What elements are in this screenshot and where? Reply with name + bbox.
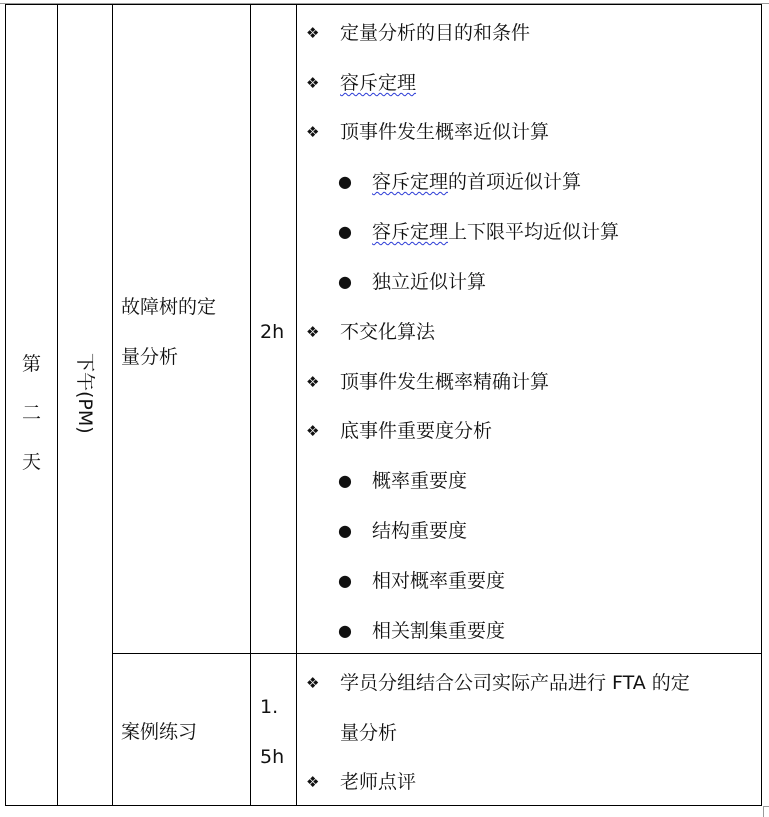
diamond-bullet-icon: ❖ xyxy=(306,123,320,141)
dot-bullet-icon: ● xyxy=(338,222,352,241)
dot-bullet-icon: ● xyxy=(338,172,352,191)
duration-label: 5h xyxy=(260,746,285,768)
spellcheck-text[interactable]: 容斥定理 xyxy=(372,171,449,193)
table-divider-period xyxy=(112,4,113,806)
list-item: ● 结构重要度 xyxy=(338,520,468,542)
diamond-bullet-icon: ❖ xyxy=(306,773,320,791)
period-label: 下午(PM) xyxy=(74,353,96,434)
diamond-bullet-icon: ❖ xyxy=(306,674,320,692)
duration-label: 2h xyxy=(260,321,285,343)
list-item: ❖ 定量分析的目的和条件 xyxy=(306,22,531,44)
list-item: ● 独立近似计算 xyxy=(338,271,487,293)
period-cell xyxy=(56,353,112,468)
duration-label: 1. xyxy=(260,696,279,718)
list-item xyxy=(306,71,416,95)
table-divider-duration xyxy=(296,4,297,806)
day-char: 第 xyxy=(21,353,41,375)
list-item: ❖ 不交化算法 xyxy=(306,321,436,343)
dot-bullet-icon: ● xyxy=(338,471,352,490)
list-item: ● 容斥定理上下限平均近似计算 xyxy=(338,221,620,243)
diamond-bullet-icon: ❖ xyxy=(306,24,320,42)
list-item: ● 相对概率重要度 xyxy=(338,570,506,592)
dot-bullet-icon: ● xyxy=(338,521,352,540)
list-item: ❖ 顶事件发生概率精确计算 xyxy=(306,371,550,393)
table-border-bottom xyxy=(5,805,762,806)
day-label xyxy=(6,340,57,487)
row-divider xyxy=(112,653,762,654)
list-item: ❖ 底事件重要度分析 xyxy=(306,420,493,442)
dot-bullet-icon: ● xyxy=(338,272,352,291)
topic-label: 案例练习 xyxy=(121,721,198,743)
topic-label: 量分析 xyxy=(121,346,179,368)
day-char: 天 xyxy=(21,451,41,473)
spellcheck-text[interactable]: 容斥定理 xyxy=(340,72,417,94)
dot-bullet-icon: ● xyxy=(338,621,352,640)
topic-label: 故障树的定 xyxy=(121,296,217,318)
page-corner-mark xyxy=(763,806,769,817)
diamond-bullet-icon: ❖ xyxy=(306,323,320,341)
table-border-top xyxy=(5,4,762,5)
list-item: ❖ 学员分组结合公司实际产品进行 FTA 的定 xyxy=(306,672,690,694)
spellcheck-text[interactable]: 容斥定理 xyxy=(372,221,449,243)
diamond-bullet-icon: ❖ xyxy=(306,74,320,92)
list-item: ❖ 老师点评 xyxy=(306,771,417,793)
diamond-bullet-icon: ❖ xyxy=(306,422,320,440)
table-border-right xyxy=(761,4,762,806)
dot-bullet-icon: ● xyxy=(338,571,352,590)
diamond-bullet-icon: ❖ xyxy=(306,373,320,391)
list-item: ● 相关割集重要度 xyxy=(338,620,506,642)
list-item: ● 容斥定理的首项近似计算 xyxy=(338,171,582,193)
list-item: 量分析 xyxy=(340,722,398,744)
table-divider-topic xyxy=(250,4,251,806)
day-char: 二 xyxy=(21,402,41,424)
list-item: ● 概率重要度 xyxy=(338,470,468,492)
list-item: ❖ 顶事件发生概率近似计算 xyxy=(306,121,550,143)
